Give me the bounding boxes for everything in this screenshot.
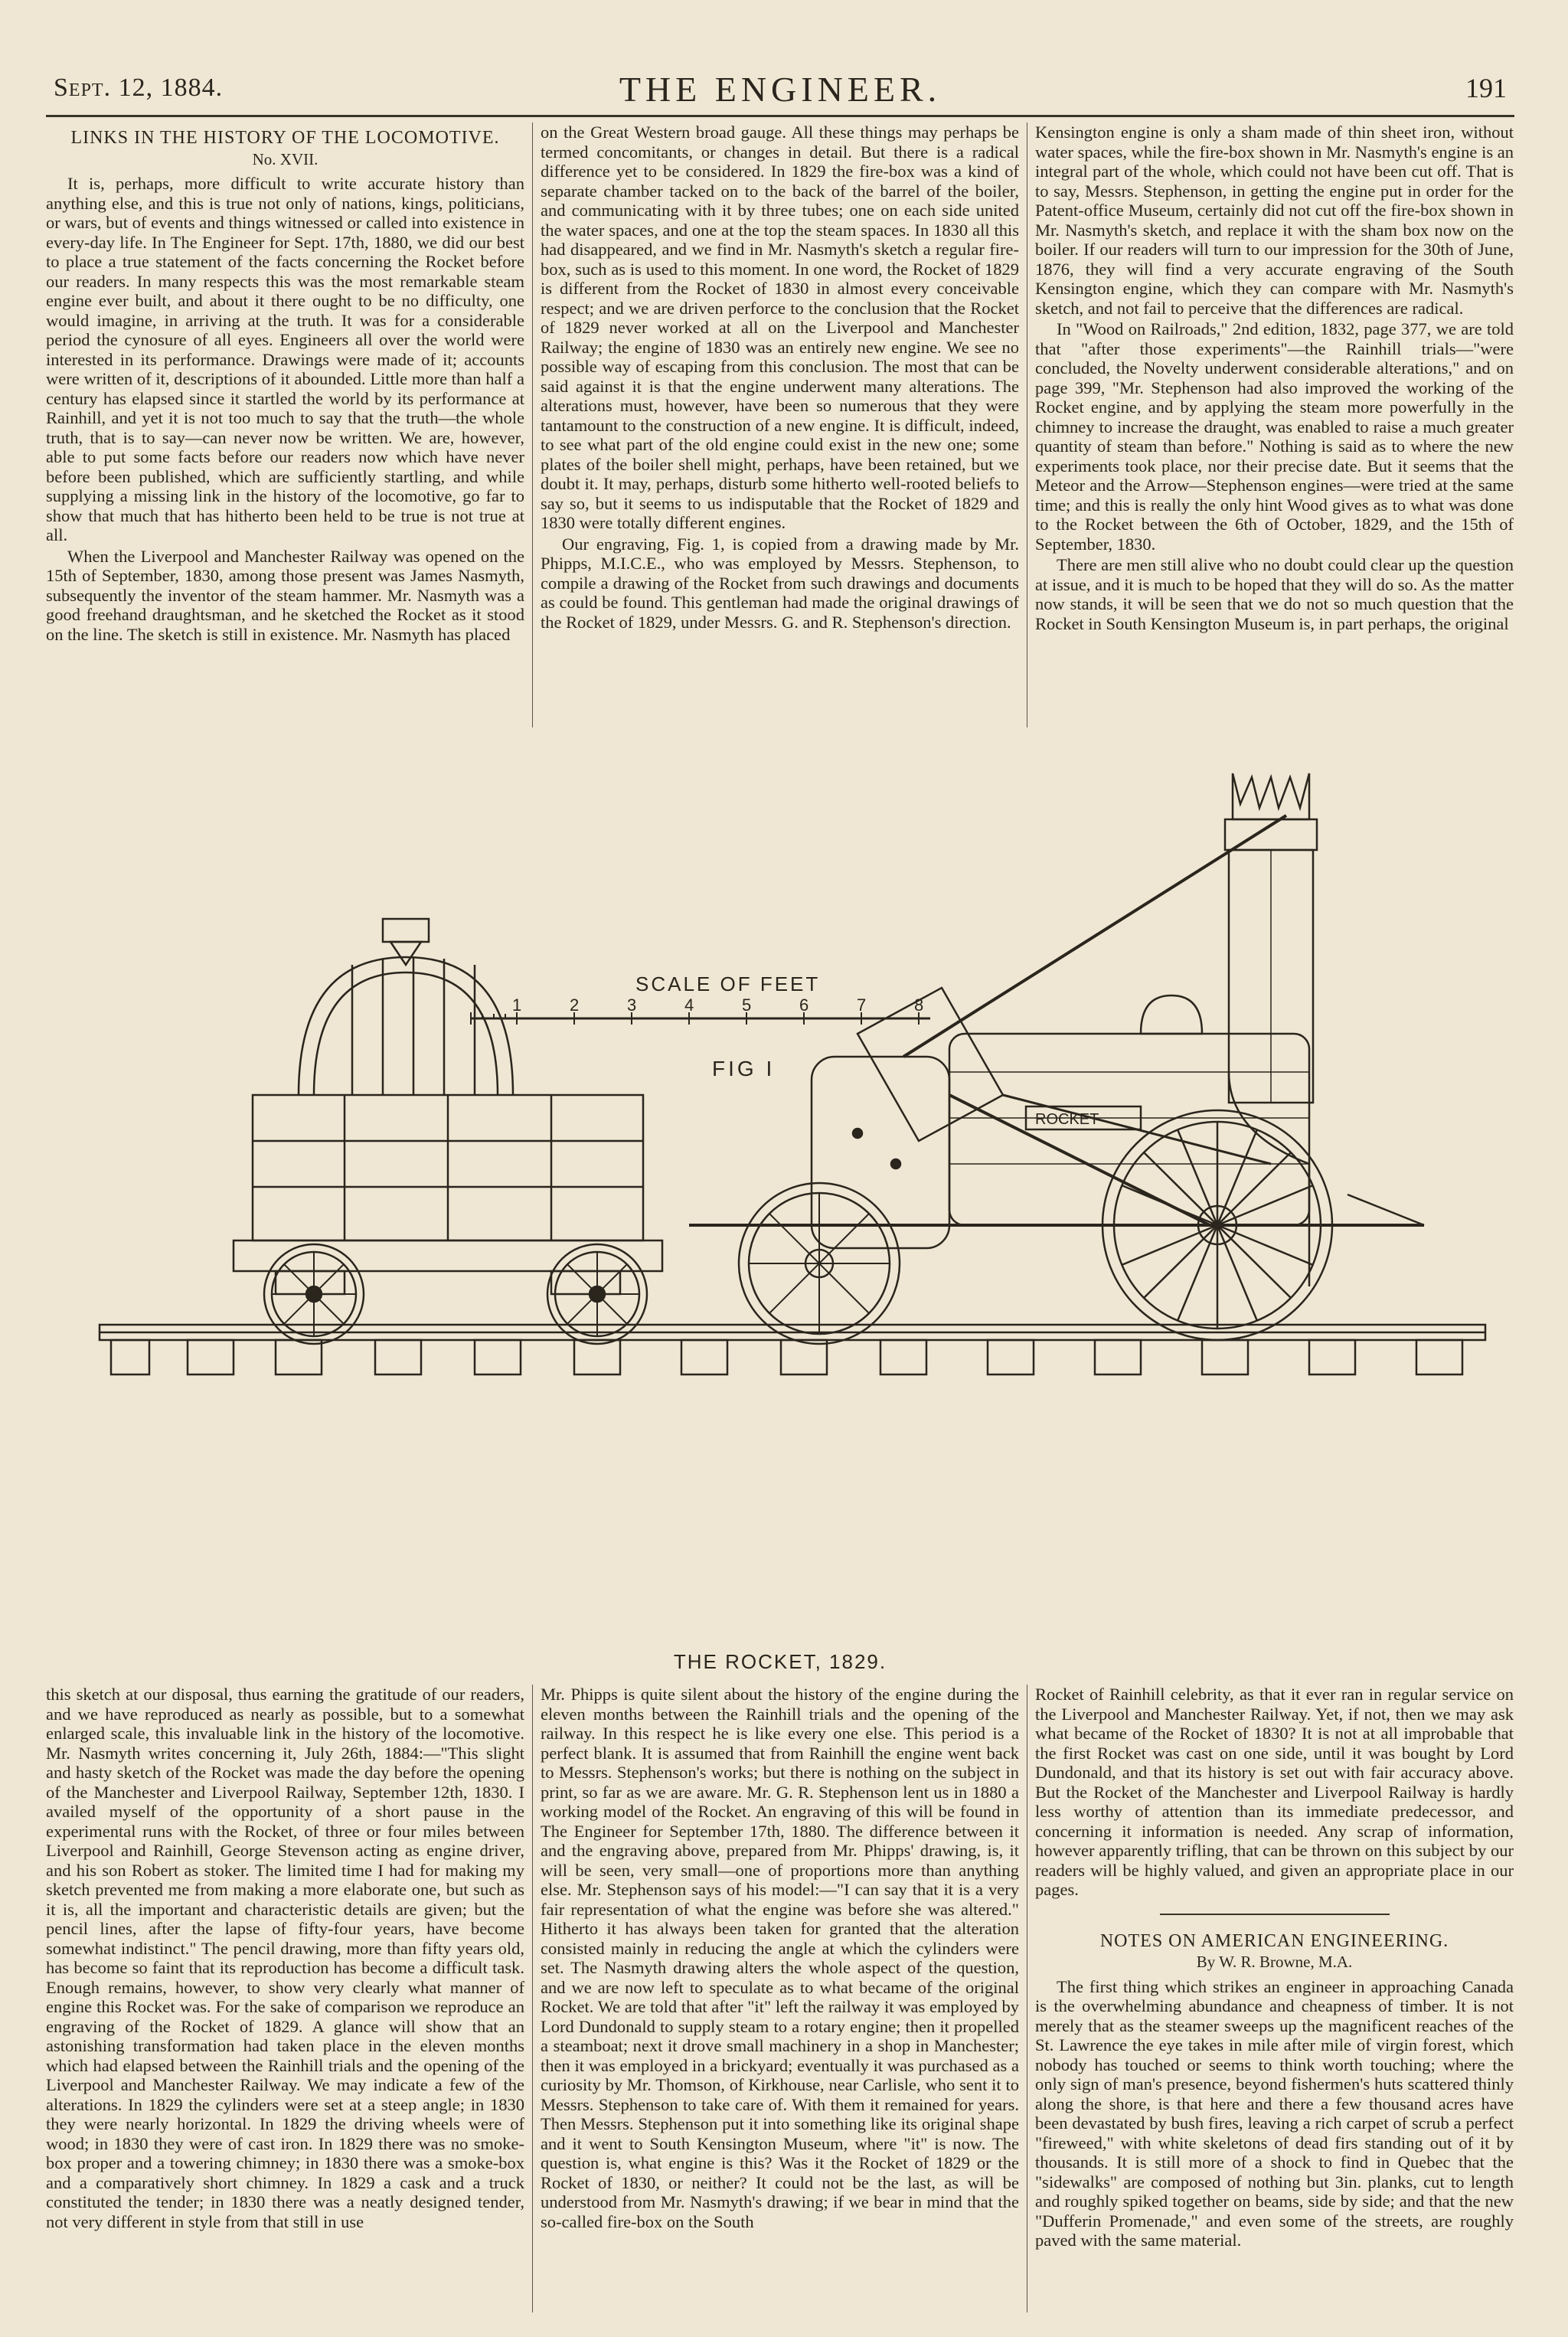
nameplate-text: ROCKET [1035,1111,1099,1128]
paragraph: It is, perhaps, more difficult to write accurate history than anything else, and this is true not only of nations, kings, politicians, or wars, but of events and things witnessed or called into existence in every-day life. In The Engineer for Sept. 17th, 1880, we did our best to place a true statement of the facts concerning the Rocket before our readers. In many respects this was the most remarkable steam engine ever built, and about it there ought to be no difficulty, one would imagine, in arriving at the truth. It was for a considerable period the cynosure of all eyes. Engineers all over the world were interested in its performance. Drawings were made of it; accounts were written of it, descriptions of it abounded. Little more than half a century has elapsed since it startled the world by its performance at Rainhill, and yet it is not too much to say that the truth—the whole truth, that is to say—can never now be written. We are, however, able to put some facts before our readers now which have never before been published, which are sufficiently startling, and while supplying a missing link in the history of the locomotive, go far to show that much that has hitherto been held to be true is not true at all. [46,174,524,544]
publication-title: THE ENGINEER. [619,70,942,109]
bottom-columns [46,1685,1514,2312]
article-separator [1160,1914,1390,1915]
paragraph: Kensington engine is only a sham made of thin sheet iron, without water spaces, while the fire-box shown in Mr. Nasmyth's engine is an integral part of the whole, which could not have been cut off. That is to say, Messrs. Stephenson, in getting the engine put in order for the Patent-office Museum, certainly did not cut off the fire-box shown in Mr. Nasmyth's sketch, and replace it with the sham box now on the boiler. If our readers will turn to our impression for the 30th of June, 1876, they will find a very accurate engraving of the South Kensington engine, which they can compare with Mr. Nasmyth's sketch, and not fail to perceive that the differences are radical. [1035,123,1514,318]
scale-tick: 4 [684,995,694,1015]
paragraph: this sketch at our disposal, thus earning the gratitude of our readers, and we have reproduced as nearly as possible, but to a somewhat enlarged scale, this invaluable link in the history of the locomotive. Mr. Nasmyth writes concerning it, July 26th, 1884:—"This slight and hasty sketch of the Rocket was made the day before the opening of the Manchester and Liverpool Railway, September 12th, 1830. I availed myself of the opportunity of a short pause in the experimental runs with the Rocket, of three or four miles between Liverpool and Rainhill, George Stevenson acting as engine driver, and his son Robert as stoker. The limited time I had for making my sketch prevented me from making a more elaborate one, but such as it is, all the important and characteristic details are given; but the pencil lines, after the lapse of fifty-four years, have become somewhat indistinct." The pencil drawing, more than fifty years old, has become so faint that its reproduction has become a difficult task. Enough remains, however, to show very clearly what manner of engine this Rocket was. For the sake of comparison we reproduce an engraving of the Rocket of 1829. A glance will show that an astonishing transformation had taken place in the eleven months which had elapsed between the Rainhill trials and the opening of the Liverpool and Manchester Railway. We may indicate a few of the alterations. In 1829 the cylinders were set at a steep angle; in 1830 they were nearly horizontal. In 1829 the driving wheels were of wood; in 1830 they were of cast iron. In 1829 there was no smoke-box proper and a towering chimney; in 1830 there was a smoke-box and a comparatively short chimney. In 1829 a cask and a truck constituted the tender; in 1830 there was a neatly designed tender, not very different in style from that still in use [46,1685,524,2231]
column-2 [541,123,1019,727]
column-1 [46,123,524,727]
paragraph: Our engraving, Fig. 1, is copied from a drawing made by Mr. Phipps, M.I.C.E., who was employed by Messrs. Stephenson, to compile a drawing of the Rocket from such drawings and documents as could be found. This gentleman had made the original drawings of the Rocket of 1829, under Messrs. G. and R. Stephenson's direction. [541,534,1019,632]
column-2-lower [541,1685,1019,2312]
paragraph: Mr. Phipps is quite silent about the history of the engine during the eleven months between the Rainhill trials and the opening of the railway. In this respect he is like every one else. This period is a perfect blank. It is assumed that from Rainhill the engine went back to Messrs. Stephenson's works; but there is nothing on the subject in print, so far as we are aware. Mr. G. R. Stephenson lent us in 1880 a working model of the Rocket. An engraving of this will be found in The Engineer for September 17th, 1880. The difference between it and the engraving above, prepared from Mr. Phipps' drawing, is, it will be seen, very small—one of proportions more than anything else. Mr. Stephenson says of his model:—"I can say that it is a very fair representation of what the engine was before she was altered." Hitherto it has always been taken for granted that the alteration consisted mainly in reducing the angle at which the cylinders were set. The Nasmyth drawing alters the whole aspect of the question, and we are now left to speculate as to what became of the original Rocket. We are told that after "it" left the railway it was employed by Lord Dundonald to supply steam to a rotary engine; then it propelled a steamboat; next it drove small machinery in a shop in Manchester; then it was employed in a brickyard; eventually it was purchased as a curiosity by Mr. Thomson, of Kirkhouse, near Carlisle, who sent it to Messrs. Stephenson to take care of. With them it remained for years. Then Messrs. Stephenson put it into something like its original shape and it went to South Kensington Museum, where "it" is now. The question is, what engine is this? Was it the Rocket of 1829 or the Rocket of 1830, or neither? It could not be the last, as will be understood from Mr. Nasmyth's drawing; if we bear in mind that the so-called fire-box on the South [541,1685,1019,2231]
column-3 [1035,123,1514,727]
scale-tick: 8 [914,995,924,1015]
paragraph: When the Liverpool and Manchester Railway was opened on the 15th of September, 1830, among those present was James Nasmyth, subsequently the inventor of the steam hammer. Mr. Nasmyth was a good freehand draughtsman, and he sketched the Rocket as it stood on the line. The sketch is still in existence. Mr. Nasmyth has placed [46,546,524,644]
page-number: 191 [1465,73,1507,103]
article-byline: By W. R. Browne, M.A. [1196,1953,1353,1971]
scale-tick: 5 [742,995,752,1015]
scale-tick: 2 [570,995,580,1015]
issue-date: Sept. 12, 1884. [54,74,224,102]
rocket-illustration [46,735,1514,1685]
column-rule [532,123,533,727]
scale-tick: 1 [512,995,522,1015]
rocket-engraving [46,735,1514,1685]
article-title: LINKS IN THE HISTORY OF THE LOCOMOTIVE. [70,128,500,148]
figure-label: FIG I [712,1057,776,1080]
scale-tick: 7 [857,995,867,1015]
masthead [46,69,1514,117]
paragraph: The first thing which strikes an engineer in approaching Canada is the overwhelming abundance and cheapness of timber. It is not merely that as the steamer sweeps up the magnificent reaches of the St. Lawrence the eye takes in mile after mile of virgin forest, which nobody has touched or seems to think worth touching; where the only sign of man's presence, beyond fishermen's huts scattered thinly along the shore, is that here and there a few thousand acres have been devastated by bush fires, leaving a rich carpet of scrub a perfect "fireweed," with white skeletons of dead firs standing out of it by thousands. It is still more of a shock to find in Quebec that the "sidewalks" are composed of nothing but 3in. planks, cut to length and roughly spiked together on beams, side by side; and that the new "Dufferin Promenade," and even some of the streets, are roughly paved with the same material. [1035,1976,1514,2250]
column-1-lower [46,1685,524,2312]
newspaper-page [46,46,1514,2312]
paragraph: Rocket of Rainhill celebrity, as that it ever ran in regular service on the Liverpool and Manchester Railway. Yet, if not, then we may ask what became of the Rocket of 1830? It is not at all improbable that the first Rocket was cast on one side, until it was bought by Lord Dundonald, and that its history is set out with fair accuracy above. But the Rocket of the Manchester and Liverpool Railway is hardly less worthy of attention than its immediate predecessor, and concerning it information is needed. Any scrap of information, however apparently trifling, that can be thrown on this subject by our readers will be highly valued, and given an appropriate place in our pages. [1035,1685,1514,1899]
article-number: No. XVII. [252,149,318,168]
paragraph: on the Great Western broad gauge. All these things may perhaps be termed concomitants, or changes in detail. But there is a radical difference yet to be considered. In 1829 the fire-box was a kind of separate chamber tacked on to the back of the barrel of the boiler, and communicating with it by three tubes; one on each side united the water spaces, and one at the top the steam spaces. In 1830 all this had disappeared, and we find in Mr. Nasmyth's sketch a regular fire-box, such as is used to this moment. In one word, the Rocket of 1829 is different from the Rocket of 1830 in almost every conceivable respect; and we are driven perforce to the conclusion that the Rocket of 1829 never worked at all on the Liverpool and Manchester Railway; the engine of 1830 was an entirely new engine. We see no possible way of escaping from this conclusion. The most that can be said against it is that the engine underwent many alterations. The alterations must, however, have been so numerous that they were tantamount to the construction of a new engine. It is difficult, indeed, to see what part of the old engine could exist in the new one; some plates of the boiler shell might, perhaps, have been retained, but we doubt it. It may, perhaps, disturb some hitherto well-rooted beliefs to say so, but it seems to us indisputable that the Rocket of 1829 and 1830 were totally different engines. [541,123,1019,532]
column-rule [532,1685,533,2312]
article-title: NOTES ON AMERICAN ENGINEERING. [1099,1930,1449,1951]
figure-caption: THE ROCKET, 1829. [673,1650,887,1673]
paragraph: In "Wood on Railroads," 2nd edition, 1832, page 377, we are told that "after those experiments"—the Rainhill trials—"were concluded, the Novelty underwent considerable alterations," and on page 399, "Mr. Stephenson had also improved the working of the Rocket engine, and by applying the steam more powerfully in the chimney to increase the draught, was enabled to raise a much greater quantity of steam than before." Nothing is said as to where the new experiments took place, nor their precise date. But it seems that the Meteor and the Arrow—Stephenson engines—were tried at the same time; and this is really the only hint Wood gives as to what was done to the Rocket between the 6th of October, 1829, and the 15th of September, 1830. [1035,319,1514,554]
scale-tick: 3 [627,995,637,1015]
paragraph: There are men still alive who no doubt could clear up the question at issue, and it is much to be hoped that they will do so. As the matter now stands, it will be seen that we do not so much question that the Rocket in South Kensington Museum is, in part perhaps, the original [1035,555,1514,633]
scale-label: SCALE OF FEET [635,972,821,995]
top-columns [46,123,1514,727]
scale-tick: 6 [799,995,809,1015]
column-3-lower [1035,1685,1514,2312]
